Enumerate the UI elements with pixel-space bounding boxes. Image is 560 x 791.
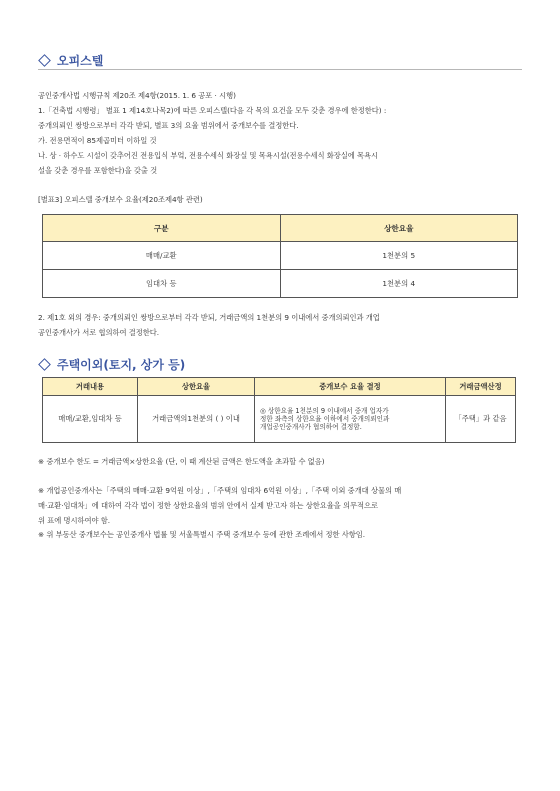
table-cell: 거래금액의1천분의 ( ) 이내 [138, 396, 255, 443]
table-header-row [43, 215, 518, 242]
body-text-line: 설을 갖춘 경우를 포함한다)을 갖출 것 [38, 166, 158, 175]
cell-text-line: 정한 좌측의 상한요율 이하에서 중개의뢰인과 [260, 415, 390, 423]
table-cell-decision [255, 396, 446, 443]
footnote-line: 위 표에 명시하여야 함. [38, 516, 111, 525]
body-text-line: 가. 전용면적이 85제곱미터 이하일 것 [38, 136, 157, 145]
body-text-line: 공인중개사가 서로 협의하여 결정한다. [38, 328, 160, 337]
cell-text-line: 개업공인중개사가 협의하여 결정함. [260, 423, 362, 431]
table-cell: 「주택」과 같음 [446, 396, 516, 443]
section-heading-officetel [38, 52, 103, 69]
cell-text-line: ◎ 상한요율 1천분의 9 이내에서 중개 업자가 [260, 407, 389, 415]
table-row [43, 270, 518, 298]
officetel-fee-table [42, 214, 518, 298]
column-header: 거래금액산정 [446, 378, 516, 396]
table-header-row [43, 378, 516, 396]
column-header: 상한요율 [280, 215, 518, 242]
section-title-text: 오피스텔 [57, 54, 104, 68]
footnote-line: ※ 개업공인중개사는「주택의 매매·교환 9억원 이상」,「주택의 임대차 6억원 이상」,「주택 이외 중개대 상물의 매 [38, 486, 402, 495]
body-text-line: 나. 상 · 하수도 시설이 갖추어진 전용입식 부엌, 전용수세식 화장실 및 목욕시설(전용수세식 화장실에 목욕시 [38, 151, 379, 160]
footnote-line: 매·교환·임대차」에 대하여 각각 법이 정한 상한요율의 범위 안에서 실제 받고자 하는 상한요율을 의무적으로 [38, 501, 378, 510]
table-cell: 1천분의 4 [280, 270, 518, 298]
section-divider [38, 69, 522, 70]
table-cell: 임대차 등 [43, 270, 281, 298]
table-cell: 매매/교환,임대차 등 [43, 396, 138, 443]
table-row [43, 396, 516, 443]
table-row [43, 242, 518, 270]
section-title-text: 주택이외(토지, 상가 등) [57, 358, 186, 372]
column-header: 중개보수 요율 결정 [255, 378, 446, 396]
legal-basis-line: 공인중개사법 시행규칙 제20조 제4항(2015. 1. 6 공포 · 시행) [38, 91, 236, 100]
body-text-line: 중개의뢰인 쌍방으로부터 각각 받되, 별표 3의 요율 범위에서 중개보수를 결정한다. [38, 121, 299, 130]
column-header: 상한요율 [138, 378, 255, 396]
diamond-bullet-icon [38, 358, 51, 371]
body-text-line: 2. 제1호 외의 경우: 중개의뢰인 쌍방으로부터 각각 받되, 거래금액의 1천분의 9 이내에서 중개의뢰인과 개업 [38, 313, 380, 322]
non-housing-fee-table [42, 377, 516, 443]
footnote-line: ※ 위 부동산 중개보수는 공인중개사 법률 및 서울특별시 주택 중개보수 등에 관한 조례에서 정한 사항임. [38, 530, 366, 539]
diamond-bullet-icon [38, 54, 51, 67]
footnote-line: ※ 중개보수 한도 = 거래금액×상한요율 (단, 이 때 계산된 금액은 한도액을 초과할 수 없음) [38, 457, 325, 466]
column-header: 거래내용 [43, 378, 138, 396]
column-header: 구분 [43, 215, 281, 242]
table-cell: 매매/교환 [43, 242, 281, 270]
table-cell: 1천분의 5 [280, 242, 518, 270]
section-heading-non-housing [38, 356, 185, 373]
body-text-line: 1.「건축법 시행령」 별표 1 제14호나목2)에 따른 오피스텔(다음 각 목의 요건을 모두 갖춘 경우에 한정한다) : [38, 106, 387, 115]
table-caption: [별표3] 오피스텔 중개보수 요율(제20조제4항 관련) [38, 195, 203, 204]
